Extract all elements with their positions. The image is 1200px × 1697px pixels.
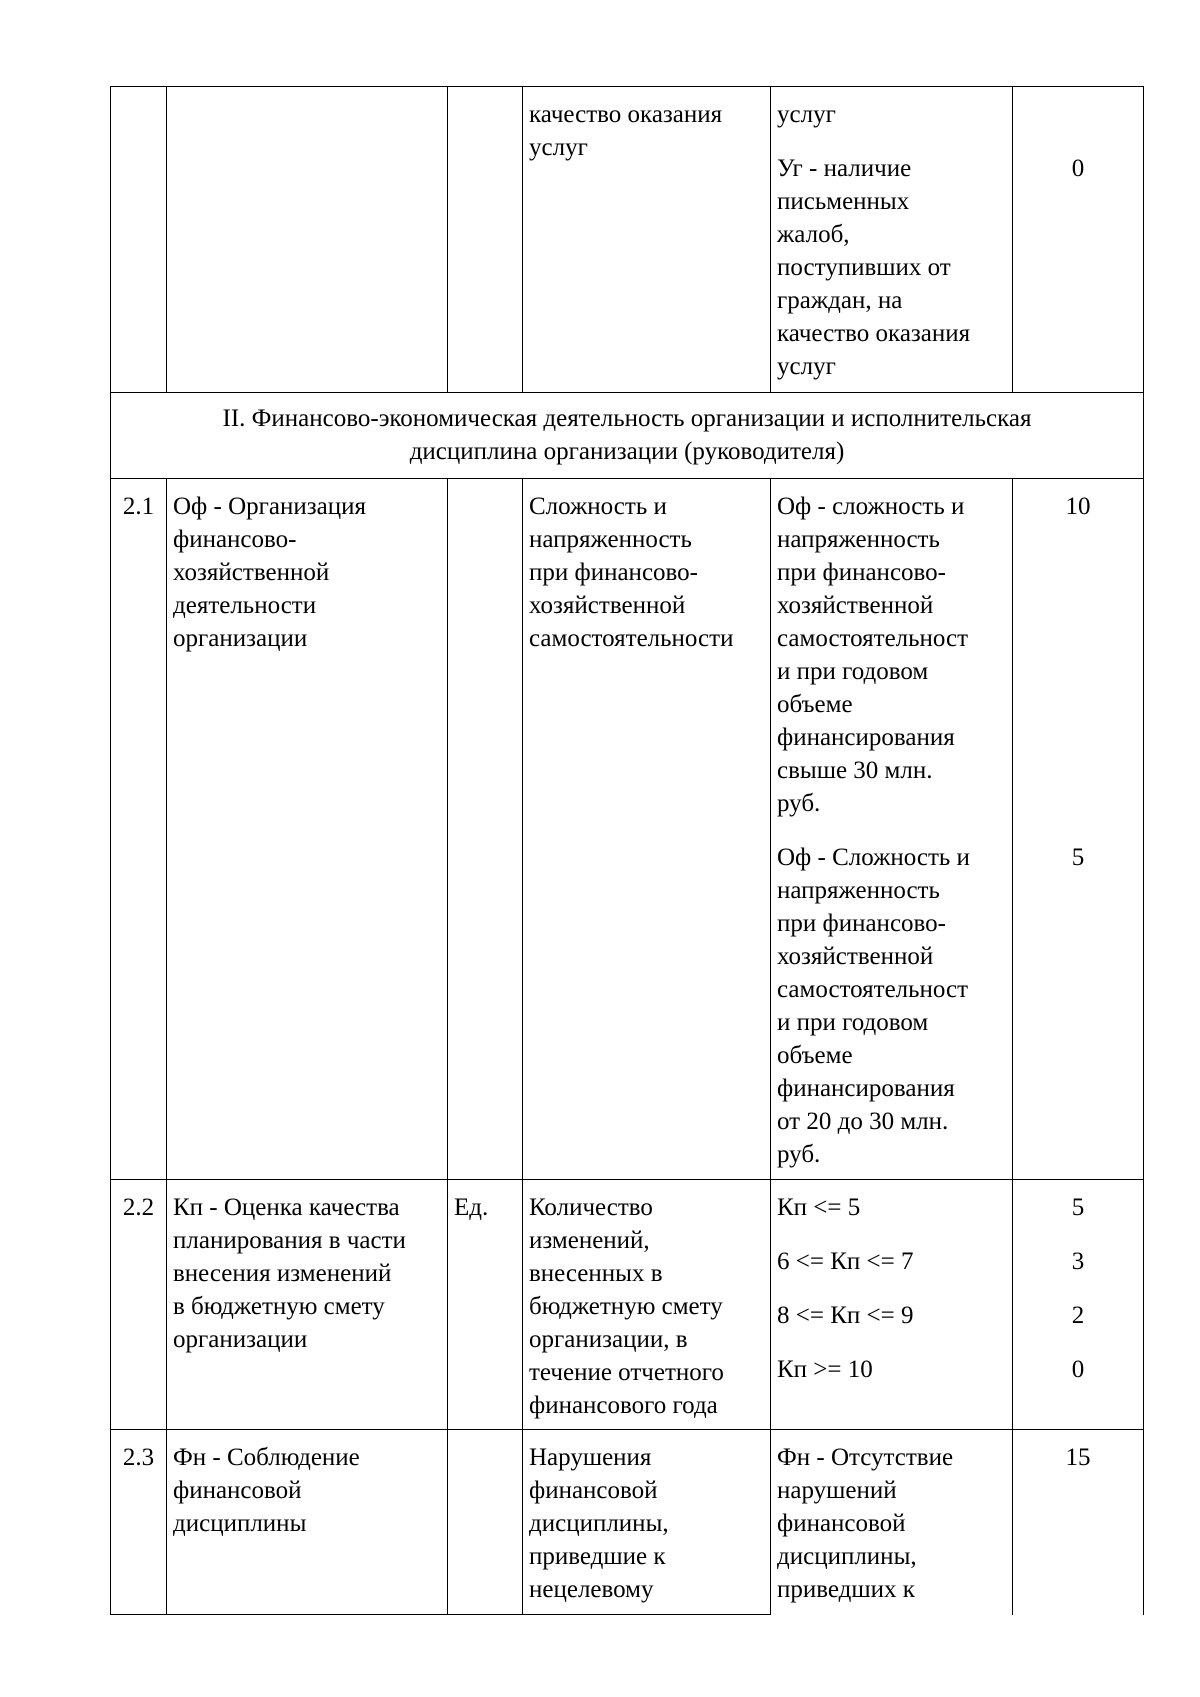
indicator-description: Сложность и напряженность при финансово- хозяйственной самостоятельности	[529, 493, 734, 652]
row-number: 2.1	[122, 493, 155, 520]
score: 2	[1071, 1302, 1085, 1329]
indicator-name: Фн - Соблюдение финансовой дисциплины	[173, 1444, 360, 1537]
criterion: Оф - Сложность и напряженность при финансово- хозяйственной самостоятельност и при годовом объеме финансирования от 20 до 30 млн. руб.	[777, 844, 970, 1168]
score: 15	[1065, 1444, 1091, 1471]
row-number: 2.3	[122, 1444, 155, 1471]
indicator-name: Оф - Организация финансово- хозяйственной деятельности организации	[173, 493, 366, 652]
score: 3	[1071, 1248, 1085, 1275]
carry-indicator: качество оказания услуг	[529, 101, 723, 161]
score: 5	[1071, 844, 1085, 871]
carry-criterion-2: Уг - наличие письменных жалоб, поступивших от граждан, на качество оказания услуг	[777, 155, 971, 380]
criterion: Кп <= 5	[777, 1194, 861, 1221]
carry-criterion-1: услуг	[777, 101, 836, 128]
score: 0	[1071, 1356, 1085, 1383]
score: 10	[1065, 493, 1091, 520]
score: 5	[1071, 1194, 1085, 1221]
row-number: 2.2	[122, 1194, 155, 1221]
indicator-name: Кп - Оценка качества планирования в части внесения изменений в бюджетную смету организации	[173, 1194, 406, 1353]
criterion: Фн - Отсутствие нарушений финансовой дисциплины, приведших к	[777, 1444, 954, 1603]
criterion: 8 <= Кп <= 9	[777, 1302, 914, 1329]
section-title: II. Финансово-экономическая деятельность организации и исполнительская дисциплина организации (руководителя)	[222, 405, 1032, 465]
criterion: 6 <= Кп <= 7	[777, 1248, 914, 1275]
indicator-description: Количество изменений, внесенных в бюджетную смету организации, в течение отчетного финансового года	[529, 1194, 724, 1419]
criterion: Оф - сложность и напряженность при финансово- хозяйственной самостоятельност и при годовом объеме финансирования свыше 30 млн. руб.	[777, 493, 969, 817]
indicator-description: Нарушения финансовой дисциплины, приведшие к нецелевому	[529, 1444, 669, 1603]
unit: Ед.	[454, 1194, 489, 1221]
carry-score-2: 0	[1071, 155, 1085, 182]
criterion: Кп >= 10	[777, 1356, 873, 1383]
